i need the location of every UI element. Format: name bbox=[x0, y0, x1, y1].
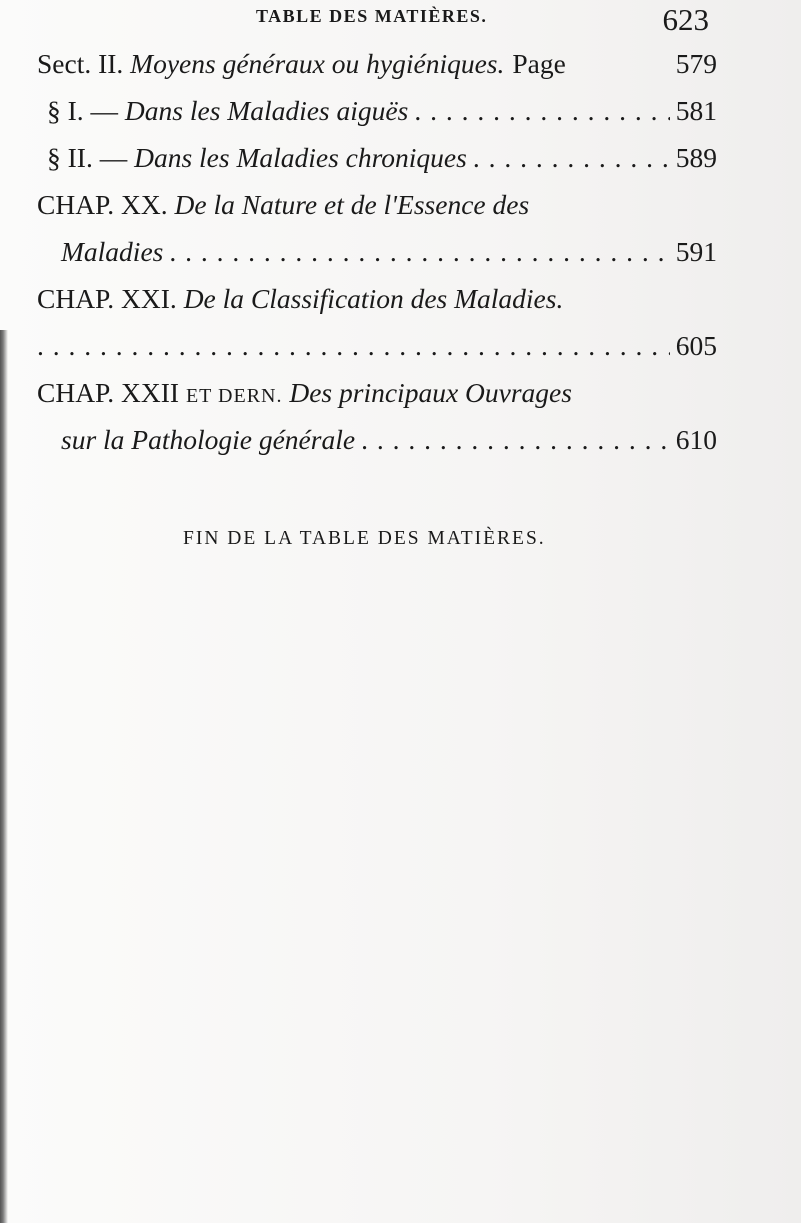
toc-entry-continuation bbox=[37, 228, 717, 275]
entry-page: 591 bbox=[675, 236, 717, 267]
entry-small-caps: ET DERN. bbox=[185, 385, 283, 407]
leader-dots bbox=[169, 228, 669, 275]
leader-dots bbox=[37, 322, 670, 369]
toc-entry-continuation bbox=[37, 322, 717, 369]
entry-page: 605 bbox=[675, 330, 717, 361]
entry-title: De la Nature et de l'Essence des bbox=[174, 189, 530, 220]
entry-title: De la Classification des Maladies. bbox=[183, 283, 564, 314]
entry-title: Maladies bbox=[61, 236, 164, 267]
entry-page: 589 bbox=[675, 142, 717, 173]
toc-entry-continuation bbox=[37, 416, 717, 463]
toc-entry bbox=[37, 369, 717, 416]
table-of-contents bbox=[37, 40, 717, 463]
entry-prefix: Sect. II. bbox=[37, 48, 124, 79]
toc-entry bbox=[37, 275, 717, 322]
entry-title: sur la Pathologie générale bbox=[61, 424, 356, 455]
entry-title: Moyens généraux ou hygiéniques. bbox=[130, 48, 505, 79]
leader-dots bbox=[361, 416, 670, 463]
page-word: Page bbox=[512, 48, 566, 79]
entry-page: 581 bbox=[675, 95, 717, 126]
toc-entry bbox=[37, 40, 717, 87]
entry-title: Dans les Maladies chroniques bbox=[134, 142, 467, 173]
entry-page: 579 bbox=[675, 48, 717, 79]
entry-prefix: CHAP. XXII bbox=[37, 377, 180, 408]
closing-line: FIN DE LA TABLE DES MATIÈRES. bbox=[183, 528, 546, 549]
running-title: TABLE DES MATIÈRES. bbox=[256, 6, 488, 26]
entry-title: Dans les Maladies aiguës bbox=[124, 95, 409, 126]
leader-dots bbox=[414, 87, 669, 134]
toc-entry bbox=[37, 87, 717, 134]
page-binding-edge bbox=[0, 330, 8, 1223]
page-number: 623 bbox=[662, 2, 709, 37]
toc-entry bbox=[37, 181, 717, 228]
entry-prefix: CHAP. XX. bbox=[37, 189, 168, 220]
entry-prefix: CHAP. XXI. bbox=[37, 283, 177, 314]
entry-page: 610 bbox=[675, 424, 717, 455]
leader-dots bbox=[473, 134, 670, 181]
entry-prefix: § I. — bbox=[47, 95, 119, 126]
entry-prefix: § II. — bbox=[47, 142, 128, 173]
entry-title: Des principaux Ouvrages bbox=[289, 377, 572, 408]
toc-entry bbox=[37, 134, 717, 181]
